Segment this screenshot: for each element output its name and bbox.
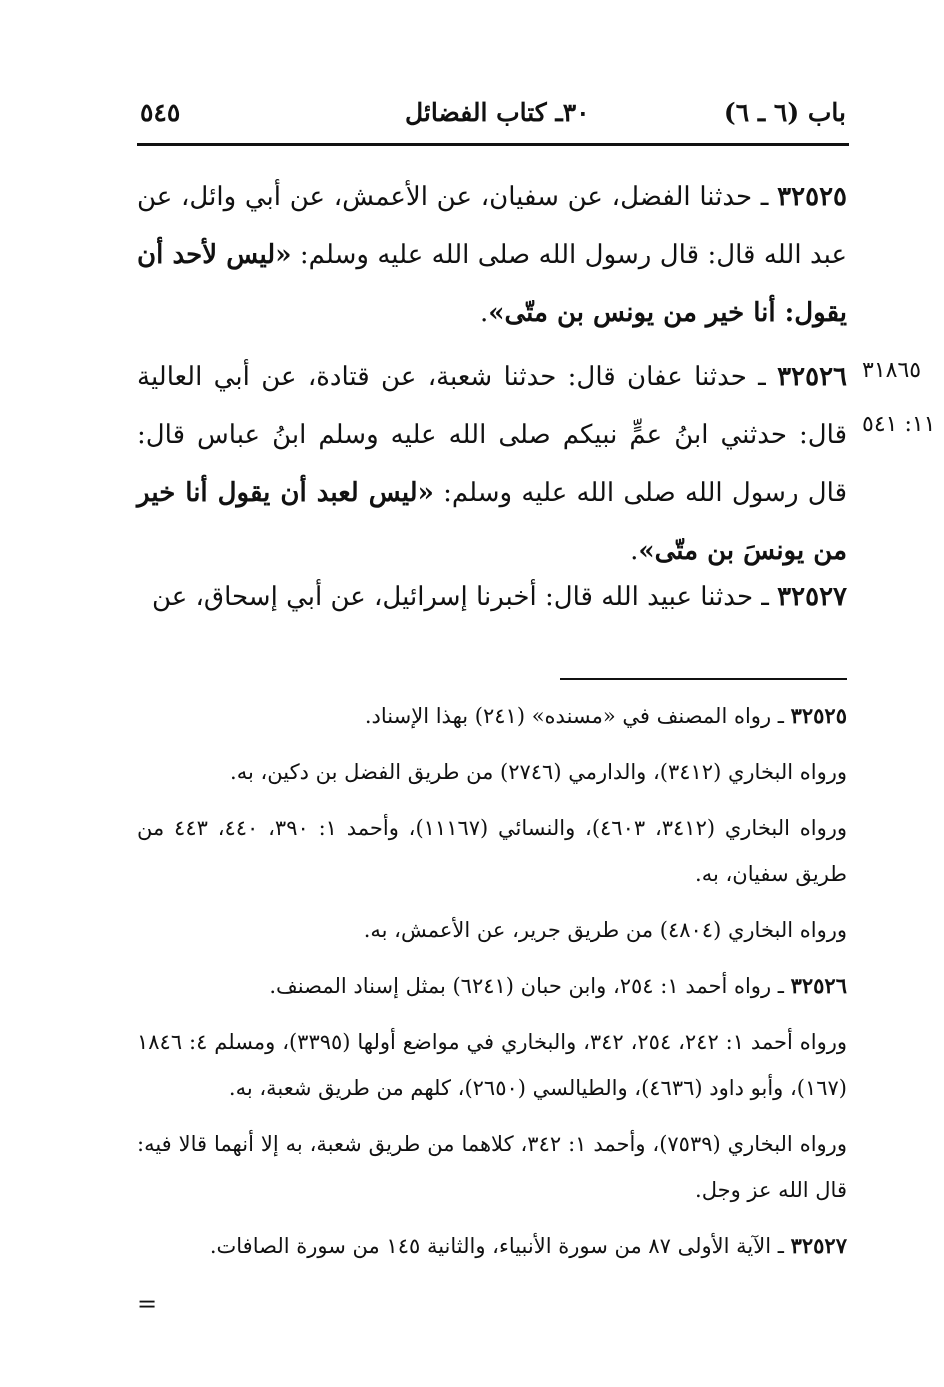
footnote-text: ـ رواه أحمد ١: ٢٥٤، وابن حبان (٦٢٤١) بمثل إسناد المصنف. [269, 974, 791, 998]
running-header-chapter: باب (٦ ـ ٦) [723, 98, 846, 127]
footnote-ref: ٣٢٥٢٧ [790, 1233, 847, 1258]
hadith-paragraph [137, 568, 847, 626]
margin-volume-page: ١١: ٥٤١ [862, 412, 936, 437]
footnote [137, 749, 847, 795]
footnote [137, 1121, 847, 1213]
footnote [137, 1223, 847, 1269]
footnote-rule [560, 678, 847, 680]
footnotes [137, 693, 847, 1279]
hadith-number: ٣٢٥٢٥ [777, 182, 847, 212]
margin-cross-reference: ٣١٨٦٥ [862, 358, 922, 383]
hadith-paragraph [137, 168, 847, 342]
hadith-end: . [479, 298, 489, 328]
continuation-mark: = [137, 1290, 158, 1318]
footnote-text: ورواه البخاري (٧٥٣٩)، وأحمد ١: ٣٤٢، كلاهما من طريق شعبة، به إلا أنهما قالا فيه: قال الله عز وجل. [137, 1132, 847, 1202]
running-header-book-title: ٣٠ـ كتاب الفضائل [405, 98, 590, 127]
footnote [137, 1019, 847, 1111]
hadith-number: ٣٢٥٢٦ [777, 362, 847, 392]
hadith-chain: ـ حدثنا الفضل، عن سفيان، عن الأعمش، عن أبي وائل، عن عبد الله قال: قال رسول الله صلى الله عليه وسلم: [137, 182, 847, 270]
hadith-chain: ـ حدثنا عفان قال: حدثنا شعبة، عن قتادة، عن أبي العالية قال: حدثني ابنُ عمٍّ نبيكم صلى الله عليه وسلم ابنُ عباس قال: قال رسول الله صلى الله عليه وسلم: [137, 362, 847, 508]
page-number: ٥٤٥ [140, 98, 181, 127]
footnote-text: ورواه البخاري (٣٤١٢)، والدارمي (٢٧٤٦) من طريق الفضل بن دكين، به. [230, 760, 847, 784]
hadith-end: . [630, 536, 639, 566]
hadith-matn: «ليس لأحد أن يقول: أنا خير من يونس بن متّى» [137, 240, 847, 328]
footnote-text: ـ الآية الأولى ٨٧ من سورة الأنبياء، والثانية ١٤٥ من سورة الصافات. [209, 1234, 791, 1258]
hadith-matn: «ليس لعبد أن يقول أنا خير من يونسَ بن متّى» [137, 478, 847, 566]
hadith-chain: ـ حدثنا عبيد الله قال: أخبرنا إسرائيل، عن أبي إسحاق، عن [151, 582, 778, 612]
footnote-text: ورواه البخاري (٣٤١٢، ٤٦٠٣)، والنسائي (١١١٦٧)، وأحمد ١: ٣٩٠، ٤٤٠، ٤٤٣ من طريق سفيان، به. [137, 816, 848, 886]
footnote [137, 693, 847, 739]
footnote [137, 963, 847, 1009]
footnote-text: ورواه أحمد ١: ٢٤٢، ٢٥٤، ٣٤٢، والبخاري في مواضع أولها (٣٣٩٥)، ومسلم ٤: ١٨٤٦ (١٦٧)، وأبو داود (٤٦٣٦)، والطيالسي (٢٦٥٠)، كلهم من طريق شعبة، به. [137, 1030, 848, 1100]
hadith-paragraph [137, 348, 847, 580]
footnote-ref: ٣٢٥٢٦ [790, 973, 847, 998]
footnote-text: ورواه البخاري (٤٨٠٤) من طريق جرير، عن الأعمش، به. [363, 918, 847, 942]
hadith-number: ٣٢٥٢٧ [777, 582, 847, 612]
footnote-ref: ٣٢٥٢٥ [790, 703, 847, 728]
footnote [137, 805, 847, 897]
footnote-text: ـ رواه المصنف في «مسنده» (٢٤١) بهذا الإسناد. [364, 704, 791, 728]
footnote [137, 907, 847, 953]
header-rule [137, 143, 849, 146]
